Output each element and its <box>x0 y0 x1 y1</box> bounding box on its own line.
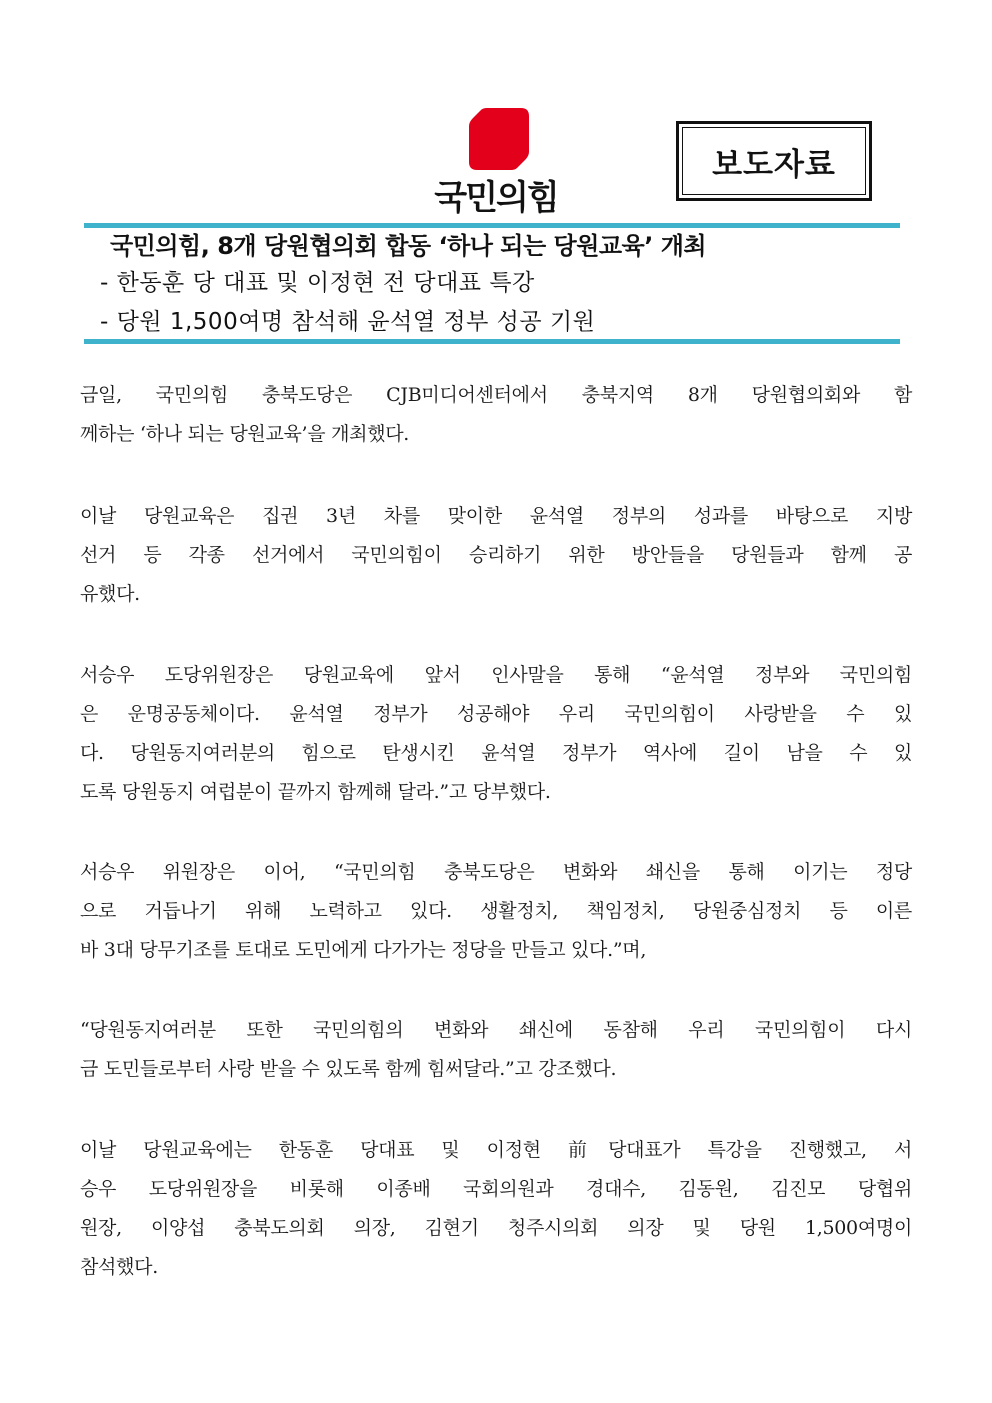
party-logo <box>428 108 564 220</box>
press-release-box-inner <box>682 127 866 195</box>
paragraph <box>80 853 912 970</box>
party-logo-icon <box>469 108 529 170</box>
press-release-box <box>676 121 872 201</box>
text-line: “당원동지여러분 또한 국민의힘의 변화와 쇄신에 동참해 우리 국민의힘이 다시 <box>80 1019 912 1041</box>
paragraph <box>80 376 912 454</box>
paragraph <box>80 497 912 614</box>
text-line: 유했다. <box>80 583 140 605</box>
headline: 국민의힘, 8개 당원협의회 합동 ‘하나 되는 당원교육’ 개최 <box>110 232 707 260</box>
paragraph <box>80 656 912 812</box>
text-line: 이날 당원교육에는 한동훈 당대표 및 이정현 前당대표가 특강을 진행했고, 서 <box>80 1139 912 1161</box>
party-logo-text: 국민의힘 <box>434 178 558 218</box>
text-line: 서승우 도당위원장은 당원교육에 앞서 인사말을 통해 “윤석열 정부와 국민의힘 <box>80 664 912 686</box>
text-line: 원장, 이양섭 충북도의회 의장, 김현기 청주시의회 의장 및 당원 1,500여명이 <box>80 1217 912 1239</box>
text-line: 도록 당원동지 여럽분이 끝까지 함께해 달라.”고 당부했다. <box>80 781 551 803</box>
text-line: 참석했다. <box>80 1256 158 1278</box>
text-line: 승우 도당위원장을 비롯해 이종배 국회의원과 경대수, 김동원, 김진모 당협위 <box>80 1178 912 1200</box>
text-line: 께하는 ‘하나 되는 당원교육’을 개최했다. <box>80 423 410 445</box>
text-line: 금 도민들로부터 사랑 받을 수 있도록 함께 힘써달라.”고 강조했다. <box>80 1058 617 1080</box>
title-bottom-rule <box>84 339 900 344</box>
text-line: 다. 당원동지여러분의 힘으로 탄생시킨 윤석열 정부가 역사에 길이 남을 수 있 <box>80 742 912 764</box>
paragraph <box>80 1131 912 1287</box>
text-line: 바 3대 당무기조를 토대로 도민에게 다가가는 정당을 만들고 있다.”며, <box>80 939 647 961</box>
press-release-label: 보도자료 <box>712 146 836 183</box>
subtitle-2: - 당원 1,500여명 참석해 윤석열 정부 성공 기원 <box>100 309 596 335</box>
paragraph <box>80 1011 912 1089</box>
text-line: 이날 당원교육은 집권 3년 차를 맞이한 윤석열 정부의 성과를 바탕으로 지방 <box>80 505 912 527</box>
subtitle-1: - 한동훈 당 대표 및 이정현 전 당대표 특강 <box>100 270 535 296</box>
text-line: 서승우 위원장은 이어, “국민의힘 충북도당은 변화와 쇄신을 통해 이기는 정당 <box>80 861 912 883</box>
text-line: 으로 거듭나기 위해 노력하고 있다. 생활정치, 책임정치, 당원중심정치 등 이른 <box>80 900 912 922</box>
text-line: 은 운명공동체이다. 윤석열 정부가 성공해야 우리 국민의힘이 사랑받을 수 있 <box>80 703 912 725</box>
text-line: 선거 등 각종 선거에서 국민의힘이 승리하기 위한 방안들을 당원들과 함께 공 <box>80 544 912 566</box>
text-line: 금일, 국민의힘 충북도당은 CJB미디어센터에서 충북지역 8개 당원협의회와 함 <box>80 384 912 406</box>
